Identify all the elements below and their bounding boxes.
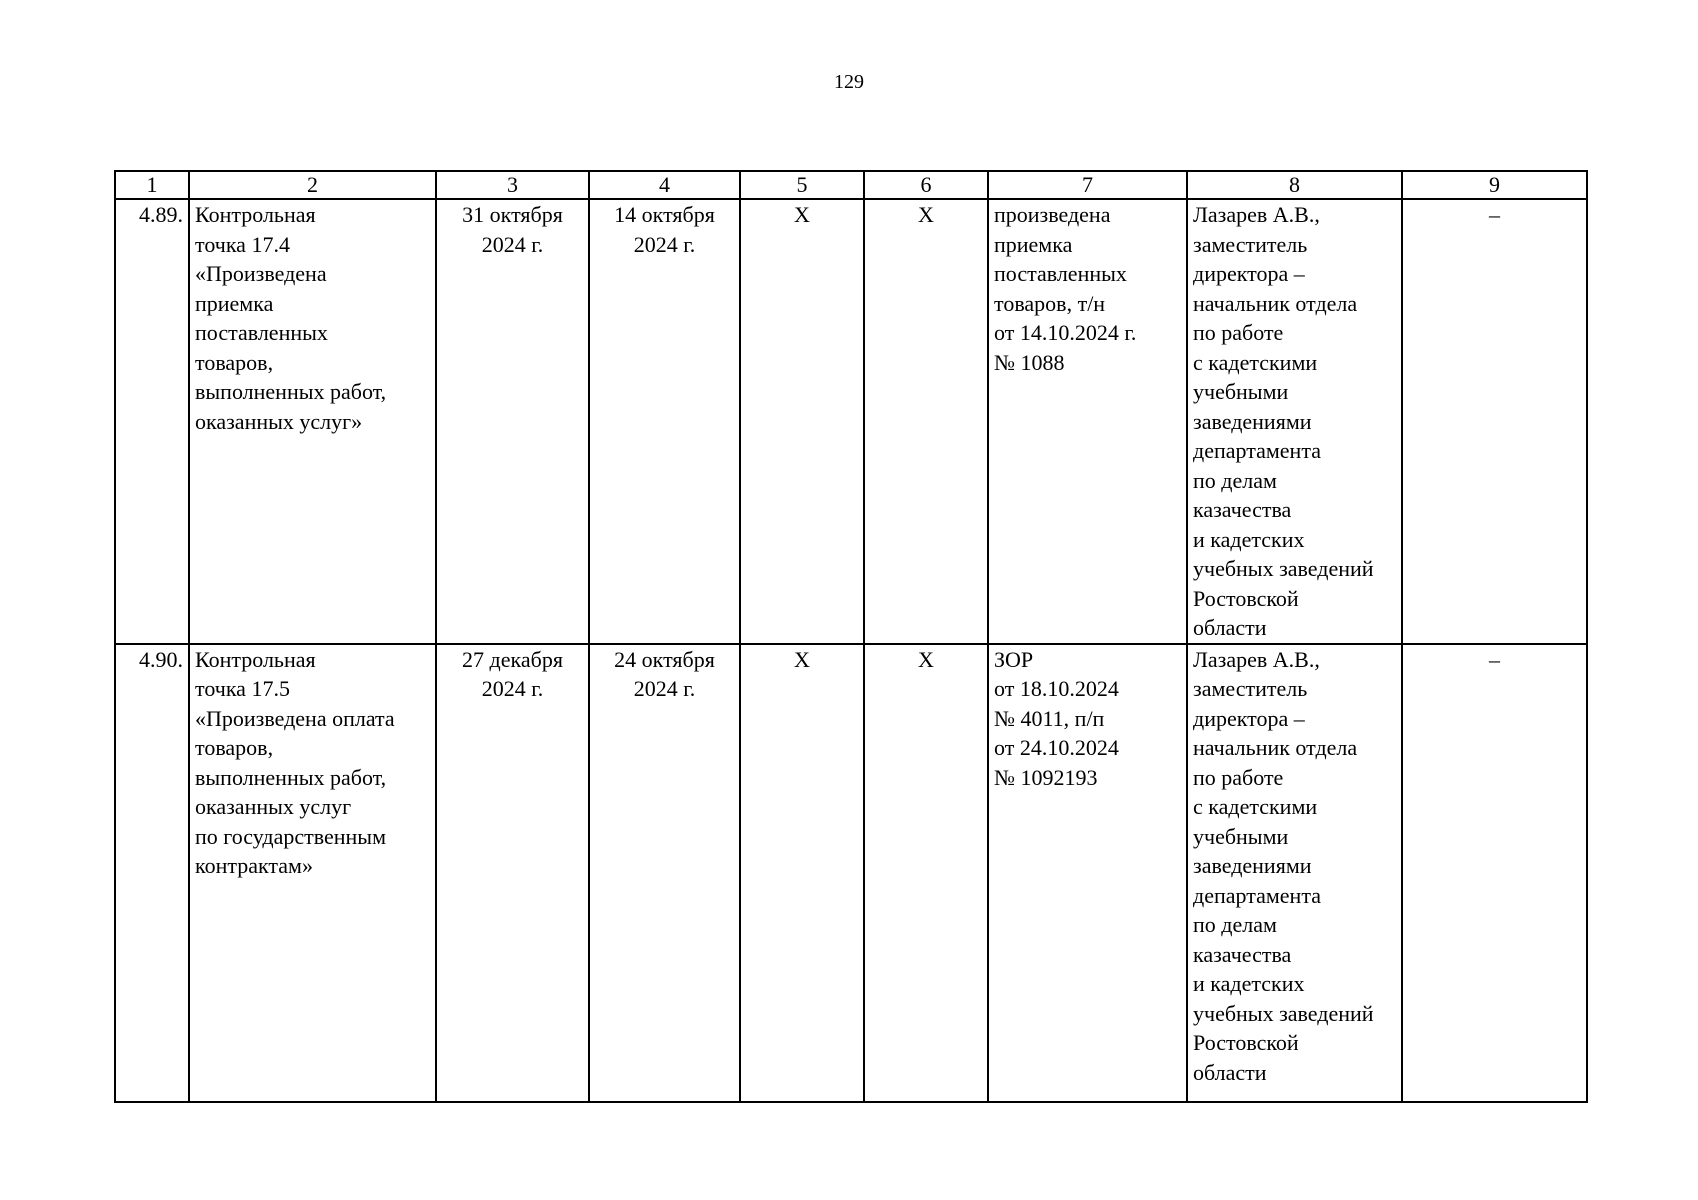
actual-date-cell: 24 октября 2024 г. <box>589 644 740 1102</box>
column-header: 2 <box>189 171 436 199</box>
row-number-cell: 4.89. <box>115 199 189 644</box>
plan-date-cell: 31 октября 2024 г. <box>436 199 589 644</box>
column-9-cell: – <box>1402 199 1587 644</box>
column-header: 1 <box>115 171 189 199</box>
responsible-person-cell: Лазарев А.В., заместитель директора – начальник отдела по работе с кадетскими учебными заведениями департамента по делам казачества и кадетских учебных заведений Ростовской области <box>1187 644 1402 1102</box>
column-6-cell: Х <box>864 644 988 1102</box>
column-header: 5 <box>740 171 864 199</box>
column-header: 3 <box>436 171 589 199</box>
plan-date-cell: 27 декабря 2024 г. <box>436 644 589 1102</box>
page-number: 129 <box>834 71 864 93</box>
column-5-cell: Х <box>740 644 864 1102</box>
column-header: 4 <box>589 171 740 199</box>
actual-date-cell: 14 октября 2024 г. <box>589 199 740 644</box>
control-point-name-cell: Контрольная точка 17.5 «Произведена оплата товаров, выполненных работ, оказанных услуг по государственным контрактам» <box>189 644 436 1102</box>
column-header: 6 <box>864 171 988 199</box>
column-9-cell: – <box>1402 644 1587 1102</box>
control-point-name-cell: Контрольная точка 17.4 «Произведена приемка поставленных товаров, выполненных работ, оказанных услуг» <box>189 199 436 644</box>
column-header: 7 <box>988 171 1187 199</box>
document-table <box>114 170 1588 1103</box>
column-header: 8 <box>1187 171 1402 199</box>
responsible-person-cell: Лазарев А.В., заместитель директора – начальник отдела по работе с кадетскими учебными заведениями департамента по делам казачества и кадетских учебных заведений Ростовской области <box>1187 199 1402 644</box>
table-row <box>115 199 1587 644</box>
document-cell: произведена приемка поставленных товаров, т/н от 14.10.2024 г. № 1088 <box>988 199 1187 644</box>
row-number-cell: 4.90. <box>115 644 189 1102</box>
column-number-row <box>115 171 1587 199</box>
column-header: 9 <box>1402 171 1587 199</box>
column-6-cell: Х <box>864 199 988 644</box>
document-cell: ЗОР от 18.10.2024 № 4011, п/п от 24.10.2024 № 1092193 <box>988 644 1187 1102</box>
column-5-cell: Х <box>740 199 864 644</box>
table-row <box>115 644 1587 1102</box>
